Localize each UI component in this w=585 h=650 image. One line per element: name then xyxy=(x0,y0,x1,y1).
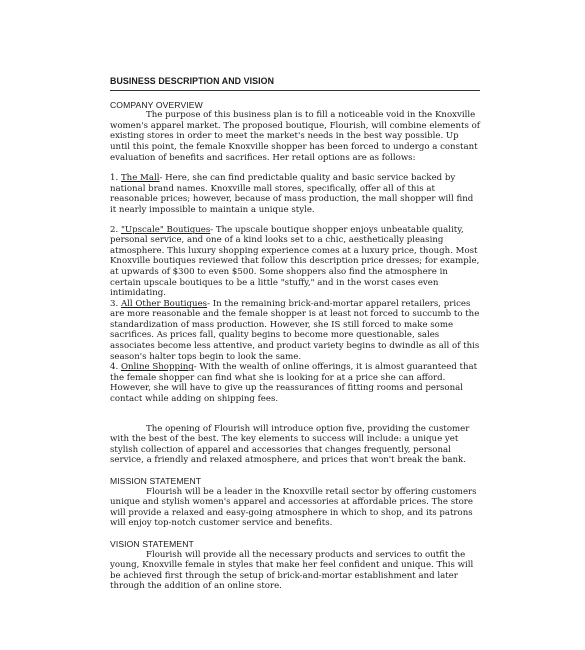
option-text: - The upscale boutique shopper enjoys unbeatable quality, personal service, and one of a kind looks set to a chic, aesthetically pleasing atmosphere. This luxury shopping experience comes at a luxury price, though. Most Knoxville boutiques reviewed that follow this description price dresses; for example, at upwards of $300 to even $500. Some shoppers also find the atmosphere in certain upscale boutiques to be a little "stuffy," and in the worst cases even intimidating. xyxy=(110,224,480,299)
option-text: - With the wealth of online offerings, it is almost guaranteed that the female shopper can find what she is looking for at a price she can afford. However, she will have to give up the reassurances of fitting rooms and personal contact while adding on shipping fees. xyxy=(110,362,478,405)
company-overview-closing: The opening of Flourish will introduce option five, providing the customer with the best of the best. The key elements to success will include: a unique yet stylish collection of apparel and accessories that changes frequently, personal service, a friendly and relaxed atmosphere, and prices that won't break the bank. xyxy=(110,423,470,466)
option-mall xyxy=(110,173,480,215)
option-number: 1. xyxy=(110,173,119,184)
option-number: 3. xyxy=(110,298,119,309)
option-online-shopping xyxy=(110,362,480,404)
option-label: Online Shopping xyxy=(120,362,194,373)
company-overview-intro: The purpose of this business plan is to fill a noticeable void in the Knoxville women's apparel market. The proposed boutique, Flourish, will combine elements of existing stores in order to meet the market's needs in the best way possible. Up until this point, the female Knoxville shopper has been forced to undergo a constant evaluation of benefits and sacrifices. Her retail options are as follows: xyxy=(110,110,480,163)
option-text: - In the remaining brick-and-mortar apparel retailers, prices are more reasonable and the female shopper is at least not forced to succumb to the standardization of mass production. However, she IS still forced to make some sacrifices. As prices fall, quality begins to become more questionable, sales associates become less attentive, and product variety begins to dwindle as all of this season's halter tops begin to look the same. xyxy=(110,298,480,362)
mission-text: Flourish will be a leader in the Knoxville retail sector by offering customers unique and stylish women's apparel and accessories at affordable prices. The store will provide a relaxed and easy-going atmosphere in which to shop, and its patrons will enjoy top-notch customer service and benefits. xyxy=(110,486,477,529)
option-text: - Here, she can find predictable quality and basic service backed by national brand names. Knoxville mall stores, specifically, offer all of this at reasonable prices; however, because of mass production, the mall shopper will find it nearly impossible to maintain a unique style. xyxy=(110,173,474,215)
document-title: BUSINESS DESCRIPTION AND VISION xyxy=(110,76,480,91)
option-number: 2. xyxy=(110,224,119,235)
option-number: 4. xyxy=(110,362,119,373)
vision-heading: VISION STATEMENT xyxy=(110,538,194,549)
option-upscale-boutiques xyxy=(110,225,480,299)
option-label: All Other Boutiques xyxy=(120,298,208,309)
option-other-boutiques xyxy=(110,299,480,363)
option-label: "Upscale" Boutiques xyxy=(120,224,211,235)
mission-heading: MISSION STATEMENT xyxy=(110,476,202,486)
option-label: The Mall xyxy=(120,173,160,184)
company-overview-heading: COMPANY OVERVIEW xyxy=(110,99,203,110)
vision-text: Flourish will provide all the necessary products and services to outfit the young, Knoxville female in styles that make her feel confident and unique. This will be achieved first through the setup of brick-and-mortar establishment and later through the addition of an online store. xyxy=(110,549,474,592)
